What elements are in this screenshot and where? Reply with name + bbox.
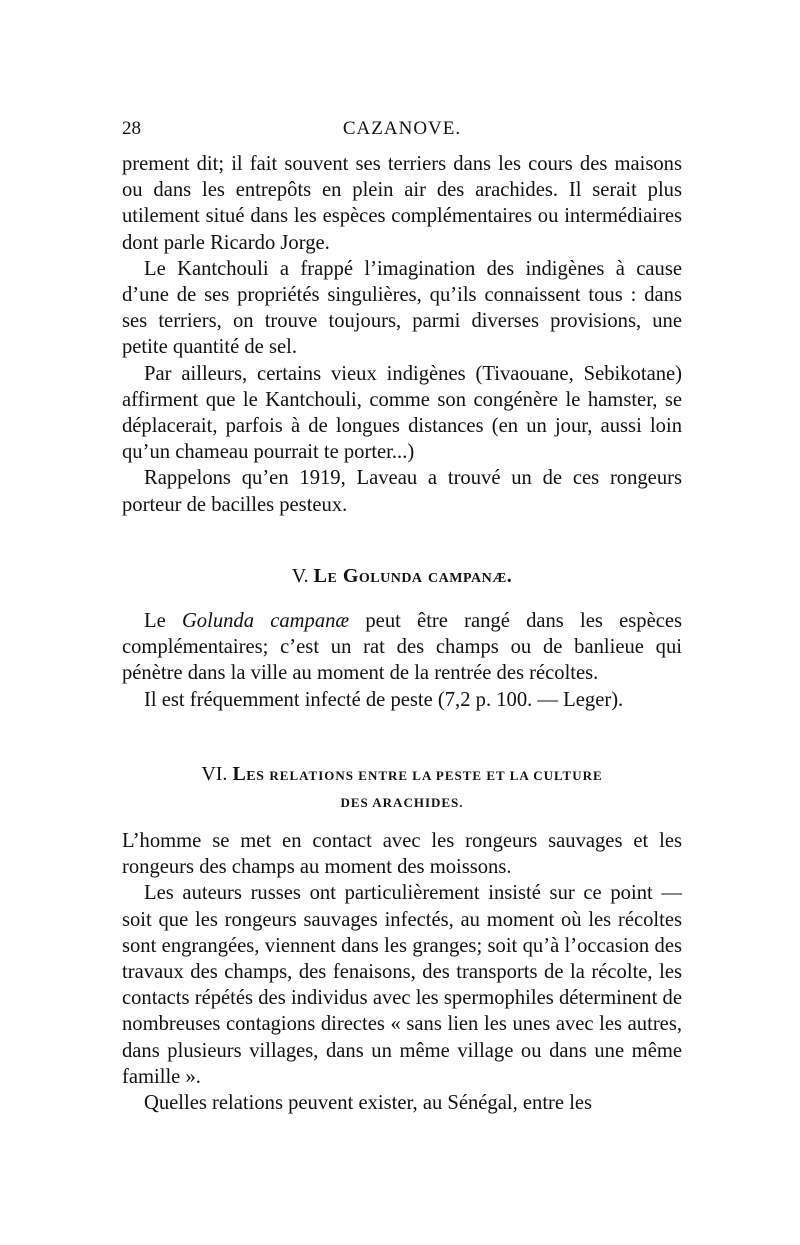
paragraph: Rappelons qu’en 1919, Laveau a trouvé un de ces rongeurs porteur de bacilles pesteux. — [122, 467, 682, 516]
paragraph: prement dit; il fait souvent ses terriers dans les cours des maisons ou dans les entrepôts en plein air des arachides. Il serait plus utilement situé dans les espèces complémentaires ou intermédiaires dont parle Ricardo Jorge. — [122, 153, 682, 254]
section-title-line2: DES ARACHIDES. — [340, 795, 464, 810]
paragraph: Quelles relations peuvent exister, au Sénégal, entre les — [144, 1092, 593, 1115]
paragraph: L’homme se met en contact avec les rongeurs sauvages et les rongeurs des champs au moment des moissons. — [122, 830, 682, 879]
page-header — [122, 118, 682, 144]
paragraph: Il est fréquemment infecté de peste (7,2 p. 100. — Leger). — [144, 688, 624, 711]
section-heading-vi — [122, 762, 682, 815]
section-title: Le Golunda campanæ. — [313, 565, 513, 587]
paragraph: Les auteurs russes ont particulièrement insisté sur ce point — soit que les rongeurs sauvages infectés, au moment où les récoltes sont engrangées, viennent dans les granges; soit qu’à l’occasion des travaux des champs, des fenaisons, des transports de la récolte, les contacts répétés des individus avec les spermophiles déterminent de nombreuses contagions directes « sans lien les unes avec les autres, dans plusieurs villages, dans un même village ou dans une même famille ». — [122, 882, 682, 1088]
text-block-kantchouli — [122, 151, 682, 518]
paragraph: Le Kantchouli a frappé l’imagination des indigènes à cause d’une de ses propriétés singulières, qu’ils connaissent tous : dans ses terriers, on trouve toujours, parmi diverses provisions, une petite quantité de sel. — [122, 257, 682, 359]
paragraph: Par ailleurs, certains vieux indigènes (Tivaouane, Sebikotane) affirment que le Kantchouli, comme son congénère le hamster, se déplacerait, parfois à de longues distances (en un jour, aussi loin qu’un chameau pourrait te porter...) — [122, 362, 682, 464]
text-block-relations — [122, 828, 682, 1116]
section-title-rest: RELATIONS ENTRE LA PESTE ET LA CULTURE — [269, 768, 603, 783]
text-run: peut être rangé dans les espèces complémentaires; c’est un rat des champs ou de banlieue qui pénètre dans la ville au moment de la rentrée des récoltes. — [122, 610, 682, 685]
text-run: Le — [144, 610, 182, 632]
running-title: CAZANOVE. — [342, 118, 462, 139]
section-title-start: Les — [232, 763, 265, 785]
section-title-line1 — [201, 763, 602, 785]
paragraph — [122, 608, 682, 687]
section-numeral: V. — [291, 565, 309, 587]
text-block-golunda — [122, 608, 682, 713]
species-name: Golunda campanæ — [181, 610, 350, 632]
section-numeral: VI. — [201, 763, 228, 785]
section-heading-v — [122, 564, 682, 588]
page-number: 28 — [122, 118, 141, 139]
